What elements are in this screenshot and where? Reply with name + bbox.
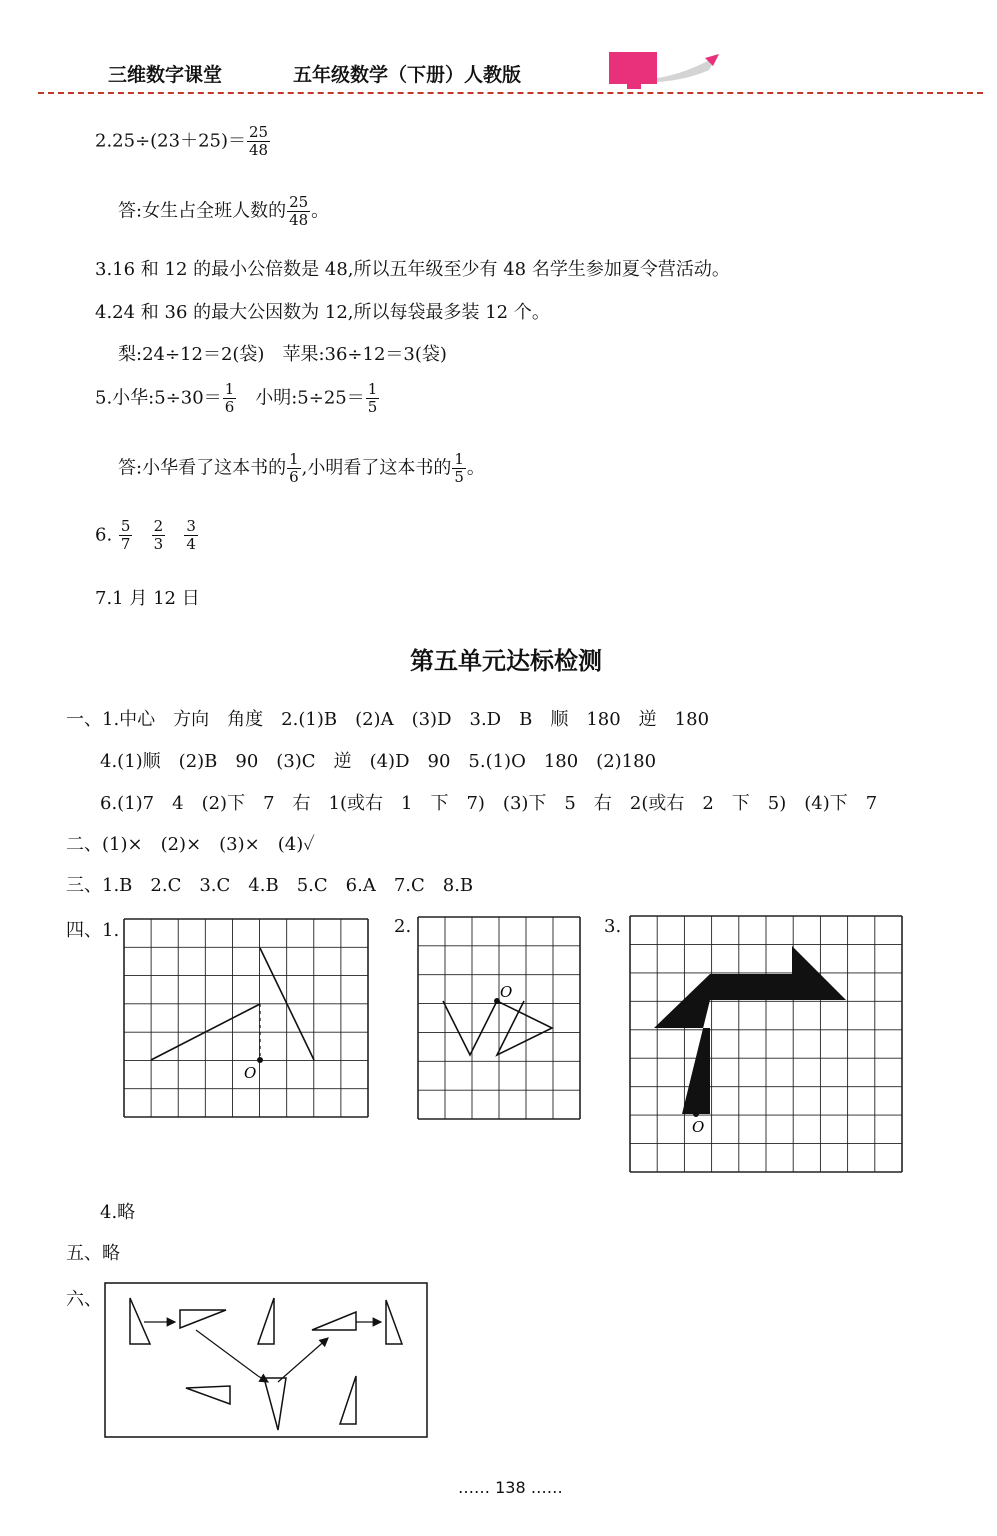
fraction: $\frac{2}{3}$ <box>153 517 164 553</box>
fraction: $\frac{5}{7}$ <box>120 517 131 553</box>
connector-line <box>196 1330 258 1376</box>
part1-line3: 6.(1)7 4 (2)下 7 右 1(或右 1 下 7) (3)下 5 右 2(或右 2 下 5) (4)下 7 <box>100 793 878 814</box>
triangle-shape <box>258 1298 274 1344</box>
section-title: 第五单元达标检测 <box>410 647 602 675</box>
triangle-shape <box>130 1298 150 1344</box>
fraction: $\frac{1}{5}$ <box>367 380 378 416</box>
transform-arrow <box>258 1376 268 1382</box>
fraction: $\frac{1}{6}$ <box>224 380 235 416</box>
answer-2: 2.25÷(23＋25)＝ $\frac{25}{48}$ <box>95 123 269 159</box>
answer-5: 5.小华:5÷30＝ $\frac{1}{6}$ 小明:5÷25＝ $\frac{1}{5}$ <box>95 380 378 416</box>
fraction: $\frac{1}{6}$ <box>289 450 299 486</box>
grid-figure-1 <box>120 915 372 1121</box>
part4-q3-label: 3. <box>604 916 622 937</box>
part1-line2: 4.(1)顺 (2)B 90 (3)C 逆 (4)D 90 5.(1)O 180 (2)180 <box>100 751 657 772</box>
grid-lines <box>630 916 902 1172</box>
fraction: $\frac{1}{5}$ <box>454 450 464 486</box>
answer-3: 3.16 和 12 的最小公倍数是 48,所以五年级至少有 48 名学生参加夏令营活动。 <box>95 259 730 280</box>
transformation-diagram <box>104 1282 428 1438</box>
header-series: 三维数字课堂 <box>108 64 223 86</box>
page-number: 138 <box>495 1478 526 1497</box>
diagram-frame <box>105 1283 427 1437</box>
triangle-shape <box>264 1378 286 1430</box>
rotation-point <box>693 1111 699 1117</box>
triangle-shape <box>340 1376 356 1424</box>
triangle-shape <box>386 1300 402 1344</box>
answer-4-detail: 梨:24÷12＝2(袋) 苹果:36÷12＝3(袋) <box>118 344 447 365</box>
figure-line <box>443 1001 552 1055</box>
answer-7: 7.1 月 12 日 <box>95 588 200 609</box>
answer-4: 4.24 和 36 的最大公因数为 12,所以每袋最多装 12 个。 <box>95 302 550 323</box>
point-label: O <box>500 983 513 1001</box>
header-divider <box>38 92 983 94</box>
triangle-shape <box>180 1310 226 1328</box>
transform-arrow <box>278 1338 328 1382</box>
part2: 二、(1)× (2)× (3)× (4)✓ <box>66 834 315 855</box>
fraction: $\frac{25}{48}$ <box>289 193 309 229</box>
header-book-title: 五年级数学（下册）人教版 <box>293 64 522 86</box>
part4-q2-label: 2. <box>394 916 412 937</box>
triangle-shape <box>186 1386 230 1404</box>
part5: 五、略 <box>66 1243 120 1264</box>
part4-label: 四、1. <box>66 920 120 941</box>
grid-lines <box>418 917 580 1119</box>
page-footer: …… 138 …… <box>458 1478 563 1497</box>
answer-5-statement: 答:小华看了这本书的 $\frac{1}{6}$ ,小明看了这本书的 $\frac{1}{5}$ 。 <box>118 450 485 486</box>
rocket-logo-icon <box>605 50 725 92</box>
fraction: $\frac{3}{4}$ <box>186 517 196 553</box>
grid-figure-2 <box>416 915 582 1121</box>
triangle-shape <box>312 1312 356 1330</box>
fraction: $\frac{25}{48}$ <box>249 123 269 159</box>
part6-label: 六、 <box>66 1289 102 1310</box>
answer-6: 6. $\frac{5}{7}$ $\frac{2}{3}$ $\frac{3}{4}$ <box>95 517 196 553</box>
grid-lines <box>124 919 368 1117</box>
point-label: O <box>244 1064 257 1082</box>
grid-figure-3 <box>628 914 904 1174</box>
part1-line1: 一、1.中心 方向 角度 2.(1)B (2)A (3)D 3.D B 顺 180 逆 180 <box>66 709 710 730</box>
point-label: O <box>692 1118 705 1136</box>
part4-q4: 4.略 <box>100 1202 136 1223</box>
answer-2-statement: 答:女生占全班人数的 $\frac{25}{48}$ 。 <box>118 193 330 229</box>
rotation-point <box>257 1057 263 1063</box>
part3: 三、1.B 2.C 3.C 4.B 5.C 6.A 7.C 8.B <box>66 875 474 896</box>
